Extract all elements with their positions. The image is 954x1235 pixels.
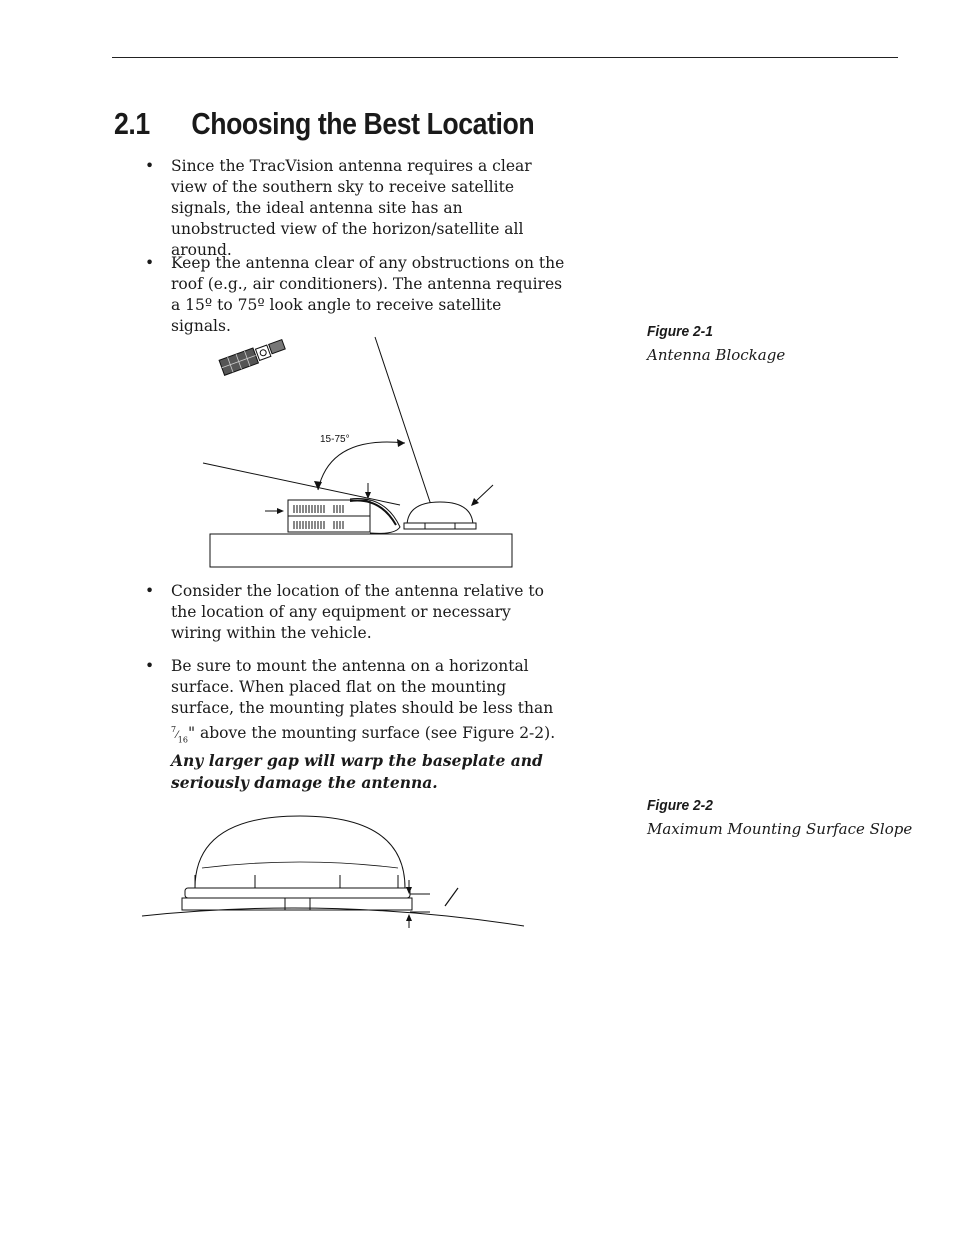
bullet-marker: • [145, 254, 155, 272]
satellite-icon [219, 338, 286, 376]
list-item-text: Keep the antenna clear of any obstructions on the roof (e.g., air conditioners). The antenna requires a 15º to 75º look angle to receive satellite signals. [171, 254, 565, 335]
vehicle-roof [210, 534, 512, 567]
air-conditioner-icon [288, 499, 400, 534]
mounting-slope-figure [140, 808, 530, 933]
mounting-surface [142, 908, 524, 926]
list-item-text [171, 656, 566, 794]
figure-label: Figure 2-2 [647, 797, 713, 814]
bullet-marker: • [145, 582, 155, 600]
warning-text: Be sure to mount the antenna on a horizontal surface. When placed flat on the mounting surface, the mounting plates should be less than [171, 657, 554, 717]
fraction-slash: ⁄ [176, 730, 178, 742]
figure-caption: Maximum Mounting Surface Slope [647, 820, 913, 838]
list-item-text: Consider the location of the antenna relative to the location of any equipment or necessary wiring within the vehicle. [171, 582, 544, 642]
figure-caption: Antenna Blockage [647, 346, 786, 364]
header-rule [112, 57, 898, 58]
list-item-text: Since the TracVision antenna requires a clear view of the southern sky to receive satellite signals, the ideal antenna site has an unobstructed view of the horizon/satellite all around. [171, 157, 532, 259]
antenna-dome-icon [195, 816, 405, 888]
angle-label: 15-75° [320, 434, 350, 445]
bullet-marker: • [145, 157, 155, 175]
sight-line-15 [203, 463, 400, 505]
section-title: Choosing the Best Location [191, 106, 535, 141]
fraction-numerator: 7 [171, 725, 177, 734]
warning-text-continued: " above the mounting surface (see Figure 2-2). [187, 724, 556, 743]
damage-warning: Any larger gap will warp the baseplate and seriously damage the antenna. [171, 751, 543, 793]
antenna-blockage-figure [200, 335, 520, 575]
bullet-marker: • [145, 657, 155, 675]
fraction-denominator: 16 [177, 735, 188, 745]
sight-line-75 [375, 337, 437, 523]
angle-arc [318, 442, 405, 490]
figure-label: Figure 2-1 [647, 323, 713, 340]
antenna-dome-icon [404, 502, 476, 529]
section-heading [114, 106, 534, 142]
section-number: 2.1 [114, 106, 150, 141]
